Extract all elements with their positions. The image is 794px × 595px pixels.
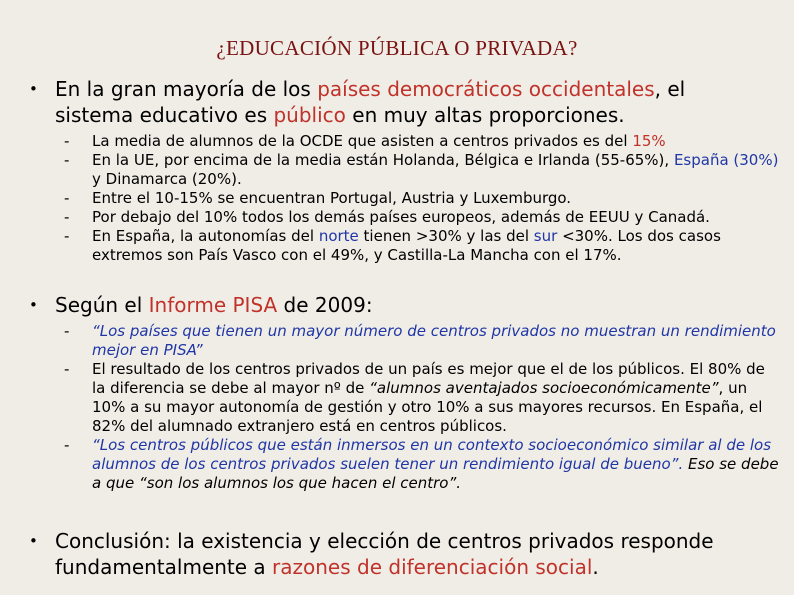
bullet-text-1: En la gran mayoría de los países democráticos occidentales, el sistema educativo es público en muy altas proporciones. (55, 77, 686, 127)
list-item: - Por debajo del 10% todos los demás países europeos, además de EEUU y Canadá. (64, 208, 710, 226)
list-item: - “Los centros públicos que están inmersos en un contexto socioeconómico similar al de los alumnos de los centros privados suelen tener un rendimiento igual de bueno”. Eso se debe a que “son los alumnos los que hacen el centro”. (64, 436, 779, 492)
list-item: - En España, la autonomías del norte tienen >30% y las del sur <30%. Los dos casos extremos son País Vasco con el 49%, y Castilla-La Mancha con el 17%. (64, 227, 721, 264)
bullet-dot: • (29, 532, 38, 550)
sub-list-2 (0, 322, 794, 493)
bullet-text-2: Según el Informe PISA de 2009: (55, 293, 373, 317)
highlight-publico: público (273, 103, 346, 127)
list-item: - “Los países que tienen un mayor número de centros privados no muestran un rendimiento mejor en PISA” (64, 322, 776, 359)
bullet-section-1 (0, 76, 794, 265)
bullet-section-2 (0, 292, 794, 493)
highlight-informe-pisa: Informe PISA (148, 293, 278, 317)
list-item: - El resultado de los centros privados de un país es mejor que el de los públicos. El 80% de la diferencia se debe al mayor nº de “alumnos aventajados socioeconómicamente”, un 10% a su mayor autonomía de gestión y otro 10% a sus mayores recursos. En España, el 82% del alumnado extranjero está en centros públicos. (64, 360, 765, 435)
list-item: - En la UE, por encima de la media están Holanda, Bélgica e Irlanda (55-65%), España (30%) y Dinamarca (20%). (64, 151, 779, 188)
highlight-razones: razones de diferenciación social (272, 555, 593, 579)
highlight-paises: países democráticos occidentales (317, 77, 655, 101)
bullet-section-3 (0, 528, 794, 580)
bullet-dot: • (29, 296, 38, 314)
bullet-dot: • (29, 80, 38, 98)
list-item: - Entre el 10-15% se encuentran Portugal, Austria y Luxemburgo. (64, 189, 572, 207)
slide-title: ¿EDUCACIÓN PÚBLICA O PRIVADA? (216, 36, 578, 60)
bullet-text-3: Conclusión: la existencia y elección de centros privados responde fundamentalmente a razones de diferenciación social. (55, 529, 714, 579)
sub-list-1 (0, 132, 794, 265)
list-item: - La media de alumnos de la OCDE que asisten a centros privados es del 15% (64, 132, 666, 150)
